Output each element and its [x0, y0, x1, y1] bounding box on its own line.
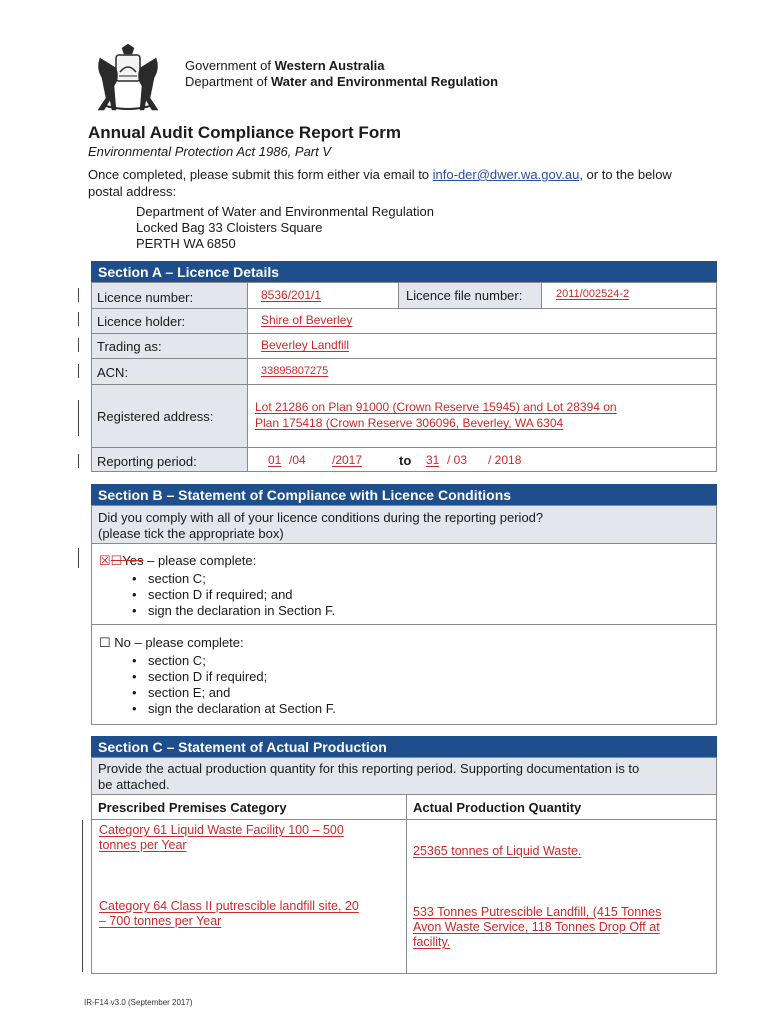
- trading-as-label: Trading as:: [97, 339, 162, 354]
- no-requirements-list: [99, 653, 336, 717]
- licence-holder-label: Licence holder:: [97, 314, 186, 329]
- no-option[interactable]: [99, 635, 244, 651]
- intro-text-end: , or to the below postal address:: [88, 167, 672, 199]
- revision-bar: [78, 312, 79, 326]
- row-divider: [91, 624, 717, 625]
- section-a-heading: Section A – Licence Details: [91, 261, 717, 283]
- column-divider: [398, 282, 399, 308]
- registered-address-label: Registered address:: [97, 409, 214, 424]
- trading-as-value[interactable]: Beverley Landfill: [261, 338, 350, 352]
- dept-name-bold: Water and Environmental Regulation: [271, 74, 499, 89]
- revision-bar: [78, 288, 79, 302]
- quantity-entry[interactable]: Avon Waste Service, 118 Tonnes Drop Off at: [413, 920, 660, 934]
- government-name: [185, 58, 384, 73]
- gov-name-bold: Western Australia: [274, 58, 385, 73]
- revision-bar: [78, 454, 79, 468]
- period-from-year[interactable]: /2017: [332, 453, 363, 467]
- quantity-entry[interactable]: facility.: [413, 935, 451, 949]
- form-title: Annual Audit Compliance Report Form: [88, 123, 401, 142]
- list-item: • section C;: [99, 571, 335, 587]
- compliance-question-hint: (please tick the appropriate box): [98, 526, 284, 541]
- revision-bar: [78, 400, 79, 436]
- wa-coat-of-arms-logo: [86, 44, 170, 116]
- email-link[interactable]: info-der@dwer.wa.gov.au: [432, 167, 580, 182]
- production-instruction-cont: be attached.: [98, 777, 170, 792]
- quantity-entry[interactable]: 533 Tonnes Putrescible Landfill, (415 Tonnes: [413, 905, 662, 919]
- yes-option[interactable]: [99, 553, 256, 569]
- revision-bar: [78, 364, 79, 378]
- yes-label: Yes: [122, 553, 144, 568]
- form-code-footer: IR-F14 v3.0 (September 2017): [84, 998, 193, 1007]
- intro-text: Once completed, please submit this form either via email to: [88, 167, 433, 182]
- row-divider: [91, 333, 717, 334]
- no-checkbox[interactable]: ☐: [99, 635, 111, 650]
- quantity-column-header: Actual Production Quantity: [413, 800, 582, 815]
- category-column-header: Prescribed Premises Category: [98, 800, 287, 815]
- period-to-label: to: [399, 453, 412, 468]
- row-divider: [91, 794, 717, 795]
- licence-number-label: Licence number:: [97, 290, 194, 305]
- yes-instruction: – please complete:: [143, 553, 257, 568]
- licence-file-number-value[interactable]: 2011/002524-2: [556, 288, 630, 300]
- revision-bar: [78, 338, 79, 352]
- yes-checkbox-struck: ☐: [110, 553, 123, 568]
- row-divider: [91, 447, 717, 448]
- period-to-day[interactable]: 31: [426, 453, 440, 467]
- submission-instructions: [88, 166, 688, 200]
- yes-requirements-list: [99, 571, 335, 619]
- yes-checkbox-ticked[interactable]: ☒: [99, 553, 111, 568]
- column-divider: [541, 282, 542, 308]
- section-c-heading: Section C – Statement of Actual Production: [91, 736, 717, 758]
- acn-label: ACN:: [97, 365, 129, 380]
- address-line: Locked Bag 33 Cloisters Square: [136, 220, 323, 235]
- period-to-month[interactable]: / 03: [447, 453, 468, 467]
- column-divider: [247, 282, 248, 472]
- no-instruction: No – please complete:: [110, 635, 244, 650]
- licence-file-number-label: Licence file number:: [406, 288, 523, 303]
- licence-number-value[interactable]: 8536/201/1: [261, 288, 322, 302]
- row-divider: [91, 819, 717, 820]
- category-entry[interactable]: – 700 tonnes per Year: [99, 914, 222, 928]
- reporting-period-label: Reporting period:: [97, 454, 197, 469]
- dept-prefix: Department of: [185, 74, 271, 89]
- department-name: [185, 74, 498, 89]
- form-subtitle: Environmental Protection Act 1986, Part V: [88, 144, 332, 159]
- postal-address: [136, 204, 434, 252]
- revision-bar: [78, 548, 79, 568]
- address-line: PERTH WA 6850: [136, 236, 236, 251]
- row-divider: [91, 543, 717, 544]
- period-to-year[interactable]: / 2018: [488, 453, 522, 467]
- category-entry[interactable]: Category 61 Liquid Waste Facility 100 – 500: [99, 823, 344, 837]
- list-item: • sign the declaration at Section F.: [99, 701, 336, 717]
- licence-holder-value[interactable]: Shire of Beverley: [261, 313, 353, 327]
- gov-prefix: Government of: [185, 58, 275, 73]
- section-b-heading: Section B – Statement of Compliance with Licence Conditions: [91, 484, 717, 506]
- list-item: • section D if required;: [99, 669, 336, 685]
- acn-value[interactable]: 33895807275: [261, 365, 329, 377]
- row-divider: [91, 358, 717, 359]
- column-divider: [406, 794, 407, 974]
- list-item: • sign the declaration in Section F.: [99, 603, 335, 619]
- registered-address-line[interactable]: Plan 175418 (Crown Reserve 306096, Beverley, WA 6304: [255, 416, 564, 430]
- quantity-entry[interactable]: 25365 tonnes of Liquid Waste.: [413, 844, 582, 858]
- period-from-month[interactable]: /04: [289, 453, 306, 467]
- period-from-day[interactable]: 01: [268, 453, 282, 467]
- production-instruction: Provide the actual production quantity for this reporting period. Supporting documentation is to: [98, 761, 640, 776]
- list-item: • section D if required; and: [99, 587, 335, 603]
- row-divider: [91, 308, 717, 309]
- list-item: • section C;: [99, 653, 336, 669]
- category-entry[interactable]: tonnes per Year: [99, 838, 187, 852]
- list-item: • section E; and: [99, 685, 336, 701]
- category-entry[interactable]: Category 64 Class II putrescible landfill site, 20: [99, 899, 359, 913]
- compliance-question: Did you comply with all of your licence conditions during the reporting period?: [98, 510, 544, 525]
- address-line: Department of Water and Environmental Regulation: [136, 204, 434, 219]
- revision-bar: [82, 820, 83, 972]
- row-divider: [91, 384, 717, 385]
- registered-address-line[interactable]: Lot 21286 on Plan 91000 (Crown Reserve 15945) and Lot 28394 on: [255, 400, 617, 414]
